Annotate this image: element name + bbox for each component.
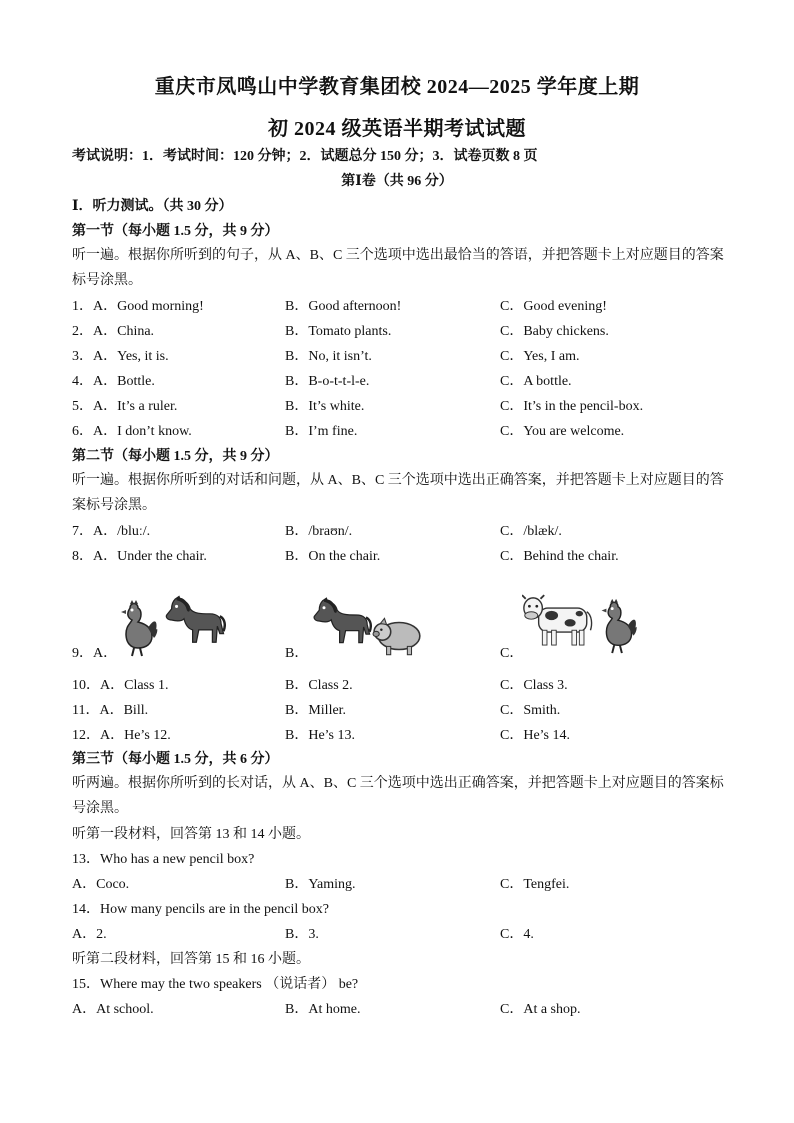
option-a: 6．A．I don’t know. bbox=[72, 424, 192, 439]
pig-icon bbox=[372, 615, 424, 657]
option-a: 12．A．He’s 12. bbox=[72, 728, 171, 743]
option-c: C．It’s in the pencil-box. bbox=[500, 399, 644, 414]
option-b: B．He’s 13. bbox=[285, 728, 355, 743]
section3-heading: 第三节（每小题 1.5 分，共 6 分） bbox=[72, 752, 279, 767]
section3-directions: 听两遍。根据你所听到的长对话，从 A、B、C 三个选项中选出正确答案，并把答题卡上对应题目的答案标号涂黑。 bbox=[72, 776, 724, 816]
option-c: C．At a shop. bbox=[500, 1002, 581, 1017]
option-a: A．Coco. bbox=[72, 877, 130, 892]
option-c: C．Class 3. bbox=[500, 678, 568, 693]
question-row-12 bbox=[72, 727, 724, 745]
option-b: B．/braʊn/. bbox=[285, 524, 353, 539]
option-a: 8．A．Under the chair. bbox=[72, 549, 207, 564]
exam-title: 重庆市凤鸣山中学教育集团校 2024—2025 学年度上期 bbox=[154, 76, 640, 98]
option-a: 4．A．Bottle. bbox=[72, 374, 155, 389]
question-row-11 bbox=[72, 702, 724, 720]
option-c: C．He’s 14. bbox=[500, 728, 570, 743]
option-c: C．Smith. bbox=[500, 703, 561, 718]
option-a: 7．A．/bluː/. bbox=[72, 524, 151, 539]
question-row-14 bbox=[72, 926, 724, 944]
option-c: C．4. bbox=[500, 927, 534, 942]
question-row-13 bbox=[72, 876, 724, 894]
option-a: 11．A．Bill. bbox=[72, 703, 149, 718]
option-c: C．A bottle. bbox=[500, 374, 572, 389]
option-c: C．You are welcome. bbox=[500, 424, 625, 439]
rooster-icon bbox=[598, 597, 638, 655]
option-c: C．Yes, I am. bbox=[500, 349, 580, 364]
horse-icon bbox=[306, 586, 372, 656]
option-c: C．Tengfei. bbox=[500, 877, 570, 892]
option-c: C．Baby chickens. bbox=[500, 324, 609, 339]
section1-heading: 第一节（每小题 1.5 分，共 9 分） bbox=[72, 224, 279, 239]
material2-note: 听第二段材料，回答第 15 和 16 小题。 bbox=[72, 952, 310, 967]
question-row-10 bbox=[72, 677, 724, 695]
option-b: B．Good afternoon! bbox=[285, 299, 402, 314]
section2-heading: 第二节（每小题 1.5 分，共 9 分） bbox=[72, 449, 279, 464]
option-a: A．At school. bbox=[72, 1002, 154, 1017]
exam-subtitle: 初 2024 级英语半期考试试题 bbox=[268, 118, 526, 140]
section2-directions: 听一遍。根据你所听到的对话和问题，从 A、B、C 三个选项中选出正确答案，并把答题卡上对应题目的答案标号涂黑。 bbox=[72, 473, 724, 513]
option-b: B．3. bbox=[285, 927, 319, 942]
option-b: B．I’m fine. bbox=[285, 424, 358, 439]
question-row-5 bbox=[72, 398, 724, 416]
question-row-2 bbox=[72, 323, 724, 341]
question-row-4 bbox=[72, 373, 724, 391]
option-c: C． bbox=[500, 646, 524, 661]
part1-heading: Ⅰ．听力测试。（共 30 分） bbox=[72, 199, 233, 214]
horse-icon bbox=[158, 582, 226, 658]
option-a: 9．A． bbox=[72, 646, 118, 661]
question-row-8 bbox=[72, 548, 724, 566]
option-a: 2．A．China. bbox=[72, 324, 155, 339]
option-b: B．B-o-t-t-l-e. bbox=[285, 374, 370, 389]
question-row-1 bbox=[72, 298, 724, 316]
question-row-15 bbox=[72, 1001, 724, 1019]
option-b: B．It’s white. bbox=[285, 399, 365, 414]
option-a: 5．A．It’s a ruler. bbox=[72, 399, 178, 414]
option-c: C．Behind the chair. bbox=[500, 549, 619, 564]
option-b: B． bbox=[285, 646, 309, 661]
section1-directions: 听一遍。根据你所听到的句子，从 A、B、C 三个选项中选出最恰当的答语，并把答题卡上对应题目的答案标号涂黑。 bbox=[72, 248, 724, 288]
exam-instructions: 考试说明：1．考试时间：120 分钟；2．试题总分 150 分；3．试卷页数 8 页 bbox=[72, 149, 538, 164]
option-b: B．Miller. bbox=[285, 703, 347, 718]
option-c: C．Good evening! bbox=[500, 299, 607, 314]
question-row-3 bbox=[72, 348, 724, 366]
option-b: B．Class 2. bbox=[285, 678, 353, 693]
option-a: 3．A．Yes, it is. bbox=[72, 349, 169, 364]
option-b: B．At home. bbox=[285, 1002, 361, 1017]
option-a: 10．A．Class 1. bbox=[72, 678, 169, 693]
option-c: C．/blæk/. bbox=[500, 524, 562, 539]
material1-note: 听第一段材料，回答第 13 和 14 小题。 bbox=[72, 827, 310, 842]
option-b: B．On the chair. bbox=[285, 549, 381, 564]
rooster-icon bbox=[117, 598, 159, 658]
question-15-stem: 15．Where may the two speakers （说话者） be? bbox=[72, 977, 359, 992]
cow-icon bbox=[522, 592, 596, 650]
question-row-7 bbox=[72, 523, 724, 541]
option-b: B．Tomato plants. bbox=[285, 324, 392, 339]
question-14-stem: 14．How many pencils are in the pencil box? bbox=[72, 902, 329, 917]
option-a: 1．A．Good morning! bbox=[72, 299, 204, 314]
option-a: A．2. bbox=[72, 927, 107, 942]
option-b: B．No, it isn’t. bbox=[285, 349, 372, 364]
option-b: B．Yaming. bbox=[285, 877, 356, 892]
volume-heading: 第Ⅰ卷（共 96 分） bbox=[341, 174, 453, 189]
question-13-stem: 13．Who has a new pencil box? bbox=[72, 852, 255, 867]
question-row-6 bbox=[72, 423, 724, 441]
